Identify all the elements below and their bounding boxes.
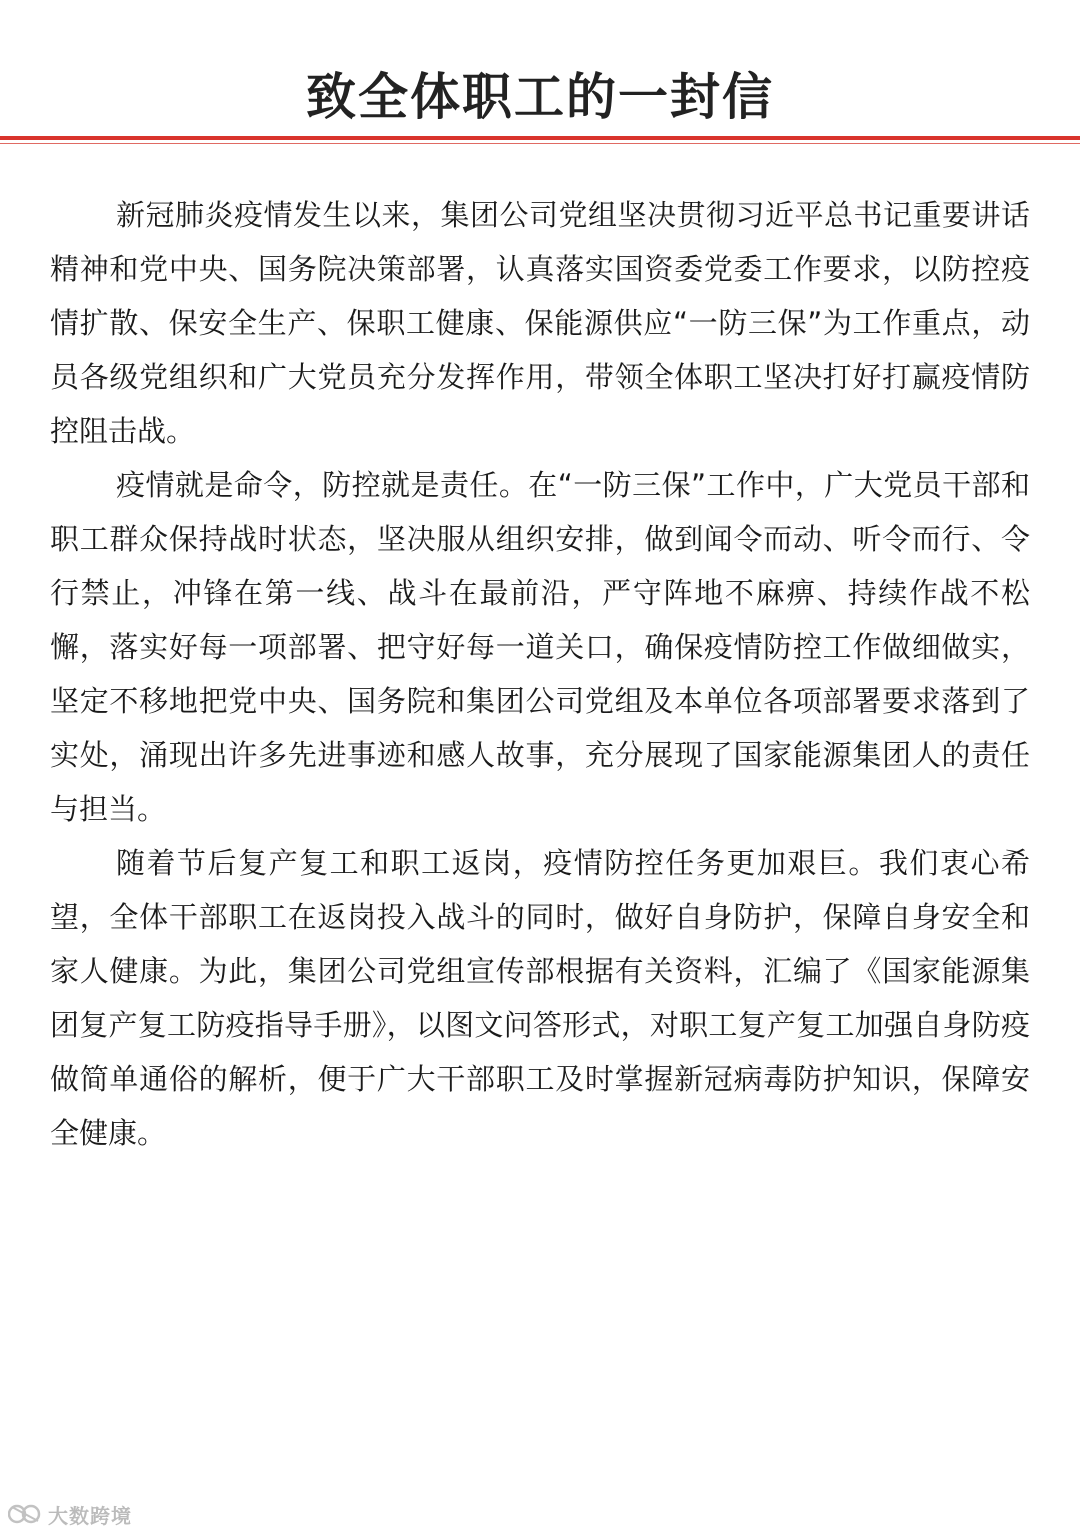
watermark-text: 大数跨境 bbox=[48, 1503, 132, 1528]
page-title: 致全体职工的一封信 bbox=[306, 67, 774, 126]
title-divider-thin bbox=[0, 143, 1080, 144]
paragraph-1: 新冠肺炎疫情发生以来，集团公司党组坚决贯彻习近平总书记重要讲话精神和党中央、国务院决策部署，认真落实国资委党委工作要求，以防控疫情扩散、保安全生产、保职工健康、保能源供应“一防三保”为工作重点，动员各级党组织和广大党员充分发挥作用，带领全体职工坚决打好打赢疫情防控阻击战。 bbox=[50, 198, 1030, 448]
brand-logo-icon bbox=[8, 1501, 42, 1527]
paragraph-3: 随着节后复产复工和职工返岗，疫情防控任务更加艰巨。我们衷心希望，全体干部职工在返岗投入战斗的同时，做好自身防护，保障自身安全和家人健康。为此，集团公司党组宣传部根据有关资料，汇编了《国家能源集团复产复工防疫指导手册》，以图文问答形式，对职工复产复工加强自身防疫做简单通俗的解析，便于广大干部职工及时掌握新冠病毒防护知识，保障安全健康。 bbox=[50, 846, 1030, 1150]
watermark bbox=[8, 1498, 132, 1530]
title-divider bbox=[0, 136, 1080, 140]
letter-body bbox=[50, 188, 1030, 1160]
paragraph-2: 疫情就是命令，防控就是责任。在“一防三保”工作中，广大党员干部和职工群众保持战时状态，坚决服从组织安排，做到闻令而动、听令而行、令行禁止，冲锋在第一线、战斗在最前沿，严守阵地不麻痹、持续作战不松懈，落实好每一项部署、把守好每一道关口，确保疫情防控工作做细做实，坚定不移地把党中央、国务院和集团公司党组及本单位各项部署要求落到了实处，涌现出许多先进事迹和感人故事，充分展现了国家能源集团人的责任与担当。 bbox=[50, 468, 1030, 826]
